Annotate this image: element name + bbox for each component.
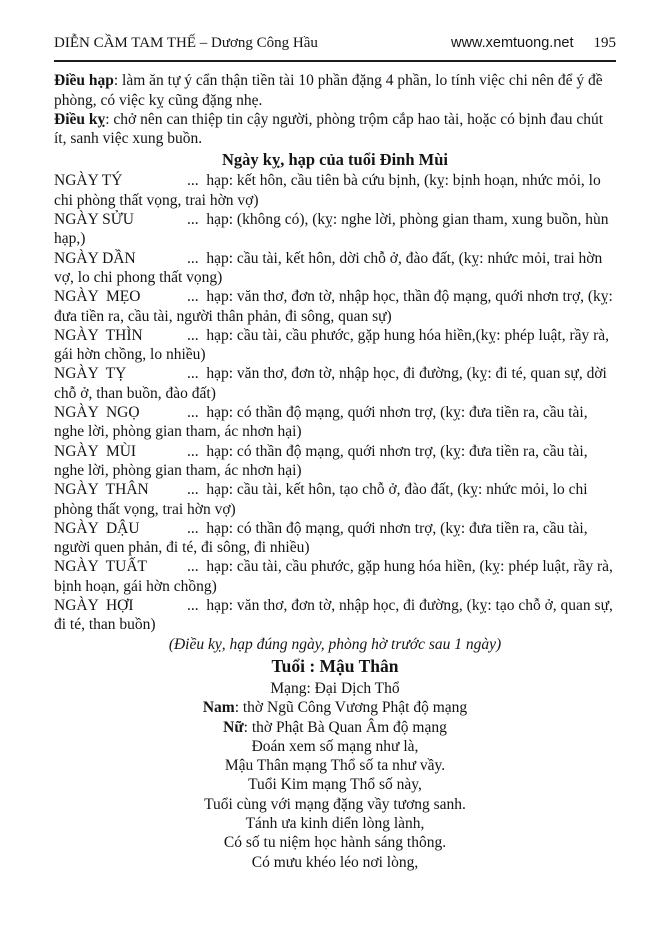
day-entry-mui — [54, 442, 616, 481]
dieu-hap-paragraph — [54, 71, 616, 110]
day-name: NGÀY NGỌ — [54, 404, 140, 422]
day-text: ... hạp: cầu tài, kết hôn, tạo chỗ ở, đào đất, (kỵ: nhức mỏi, lo chi phòng thất vọng, trai hờn vợ) — [54, 481, 592, 518]
day-text: ... hạp: cầu tài, cầu phước, gặp hung hóa hiền, (kỵ: phép luật, rầy rà, bịnh hoạn, gái hờn chồng) — [54, 558, 617, 595]
dieu-ky-paragraph — [54, 110, 616, 149]
day-text: ... hạp: có thần độ mạng, quới nhơn trợ, (kỵ: đưa tiền ra, cầu tài, nghe lời, phòng gian tham, ác nhơn hại) — [54, 442, 592, 479]
nam-text: : thờ Ngũ Công Vương Phật độ mạng — [234, 699, 468, 717]
nam-label: Nam — [202, 699, 235, 717]
verse-line: Có mưu khéo léo nơi lòng, — [251, 853, 419, 871]
mang-line: Mạng: Đại Dịch Thổ — [270, 679, 400, 697]
day-name: NGÀY THÂN — [54, 481, 149, 499]
dieu-ky-text: : chở nên can thiệp tin cậy người, phòng trộm cắp hao tài, hoặc có bịnh đau chút ít, sanh việc xung buồn. — [54, 110, 604, 148]
day-text: ... hạp: cầu tài, cầu phước, gặp hung hóa hiền,(kỵ: phép luật, rầy rà, gái hờn chồng, lo nhiều) — [54, 326, 613, 364]
day-entry-tuat — [54, 557, 616, 596]
nam-line — [54, 698, 616, 717]
dieu-hap-text: : làm ăn tự ý cẩn thận tiền tài 10 phần đặng 4 phần, lo tính việc chi nên để ý đề phòng, có việc kỵ cũng đặng nhẹ. — [54, 72, 603, 109]
day-name: NGÀY TUẤT — [54, 558, 147, 576]
day-entry-hoi — [54, 596, 616, 635]
dieu-hap-label: Điều hạp — [54, 72, 114, 90]
day-entry-ty — [54, 171, 616, 210]
page-number: 195 — [593, 35, 616, 51]
nu-line — [54, 718, 616, 737]
day-name: NGÀY MÙI — [54, 442, 137, 460]
day-entry-meo — [54, 287, 616, 326]
day-entry-than — [54, 480, 616, 519]
day-name: NGÀY MẸO — [54, 288, 141, 306]
tuoi-heading: Tuổi : Mậu Thân — [271, 655, 399, 676]
book-title: DIỄN CẦM TAM THẾ – Dương Công Hầu — [54, 35, 318, 51]
day-text: ... hạp: có thần độ mạng, quới nhơn trợ, (kỵ: đưa tiền ra, cầu tài, nghe lời, phòng gian tham, ác nhơn hại) — [54, 404, 592, 441]
day-name: NGÀY THÌN — [54, 326, 143, 344]
day-text: ... hạp: (không có), (kỵ: nghe lời, phòng gian tham, xung buồn, hùn hạp,) — [54, 211, 613, 248]
days-section-heading: Ngày kỵ, hạp của tuổi Đinh Mùi — [221, 150, 448, 170]
verse-line: Đoán xem số mạng như là, — [251, 737, 419, 755]
days-note: (Điều kỵ, hạp đúng ngày, phòng hờ trước sau 1 ngày) — [168, 635, 502, 653]
day-text: ... hạp: cầu tài, kết hôn, dời chỗ ở, đào đất, (kỵ: nhức mỏi, trai hờn vợ, lo chi phong thất vọng) — [54, 249, 607, 286]
day-entry-thin — [54, 326, 616, 365]
day-entry-suu — [54, 210, 616, 249]
day-entry-dau — [54, 519, 616, 558]
website-watermark: www.xemtuong.net — [450, 35, 574, 51]
header-right — [451, 34, 616, 53]
day-entry-ti — [54, 364, 616, 403]
page-body — [54, 71, 616, 872]
verse-line: Mậu Thân mạng Thổ số ta như vầy. — [224, 757, 446, 775]
verse-line: Tuổi Kim mạng Thổ số này, — [248, 776, 422, 794]
day-name: NGÀY DẦN — [54, 249, 136, 267]
day-text: ... hạp: văn thơ, đơn tờ, nhập học, thần độ mạng, quới nhơn trợ, (kỵ: đưa tiền ra, cầu tài, người thân phản, đi sông, quan sự) — [54, 288, 617, 325]
dieu-ky-label: Điều kỵ — [54, 110, 106, 128]
verse-line: Tánh ưa kinh diển lòng lành, — [245, 814, 425, 832]
nu-text: : thờ Phật Bà Quan Âm độ mạng — [243, 718, 447, 736]
page-header — [54, 34, 616, 62]
verse-line: Có số tu niệm học hành sáng thông. — [223, 834, 447, 852]
day-entry-dan — [54, 249, 616, 288]
day-entry-ngo — [54, 403, 616, 442]
day-text: ... hạp: văn thơ, đơn tờ, nhập học, đi đường, (kỵ: tạo chỗ ở, quan sự, đi té, than buồn) — [54, 597, 617, 634]
day-name: NGÀY HỢI — [54, 597, 134, 615]
day-name: NGÀY SỬU — [54, 211, 134, 229]
day-text: ... hạp: có thần độ mạng, quới nhơn trợ, (kỵ: đưa tiền ra, cầu tài, người quen phản, đi té, đi sông, đi nhiều) — [54, 519, 592, 557]
day-text: ... hạp: văn thơ, đơn tờ, nhập học, đi đường, (kỵ: đi té, quan sự, dời chỗ ở, than buồn, đào đất) — [54, 365, 611, 402]
day-name: NGÀY DẬU — [54, 519, 140, 537]
day-name: NGÀY TÝ — [54, 172, 123, 190]
day-text: ... hạp: kết hôn, cầu tiên bà cứu bịnh, (kỵ: bịnh hoạn, nhức mỏi, lo chi phòng thất vọng, trai hờn vợ) — [54, 172, 605, 209]
day-name: NGÀY TỴ — [54, 365, 127, 383]
verse-line: Tuổi cùng với mạng đặng vầy tương sanh. — [204, 795, 466, 813]
nu-label: Nữ — [223, 718, 244, 736]
